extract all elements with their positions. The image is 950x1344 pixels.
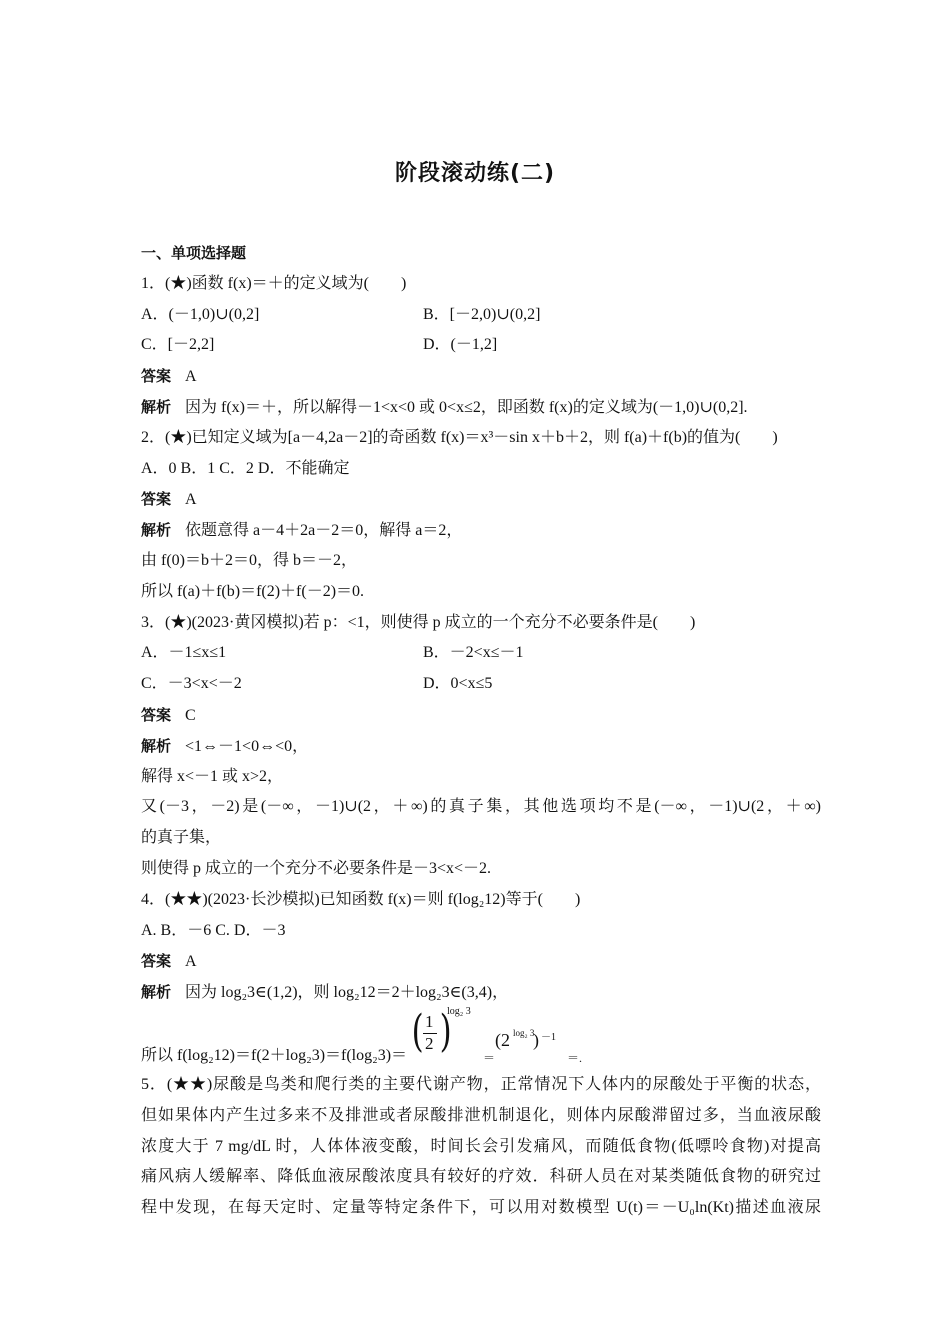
question-3-stem: 3．(★)(2023·黄冈模拟)若 p：<1，则使得 p 成立的一个充分不必要条件是( )	[141, 613, 696, 631]
option-d: D．0<x≤5	[423, 675, 493, 693]
analysis-label: 解析	[141, 521, 172, 540]
power-exponent: log₂ 3	[513, 1027, 535, 1038]
question-1-stem: 1．(★)函数 f(x)＝＋的定义域为( )	[141, 274, 407, 292]
exponent: log₂ 3	[447, 1005, 471, 1017]
formula-line	[141, 1005, 821, 1070]
question-3-analysis	[141, 731, 821, 762]
question-5-line: 浓度大于 7 mg/dL 时，人体体液变酸，时间长会引发痛风，而随低食物(低嘌呤食物)对提高	[141, 1137, 821, 1155]
question-4-stem: 4．(★★)(2023·长沙模拟)已知函数 f(x)＝则 f(log₂12)等于( )	[141, 890, 581, 908]
question-2-options: A．0 B．1 C．2 D．不能确定	[141, 459, 350, 477]
power-close: )	[533, 1029, 539, 1050]
power-base: (2	[495, 1029, 510, 1050]
question-3-answer	[141, 700, 821, 731]
question-4-answer	[141, 946, 821, 977]
analysis-label: 解析	[141, 736, 172, 755]
equals-sign: ＝	[483, 1050, 496, 1065]
answer-label: 答案	[141, 367, 172, 386]
question-5-line: 但如果体内产生过多来不及排泄或者尿酸排泄机制退化，则体内尿酸滞留过多，当血液尿酸	[141, 1106, 821, 1124]
analysis-text: 因为 f(x)＝＋，所以解得－1<x<0 或 0<x≤2，即函数 f(x)的定义域为(－1,0)∪(0,2].	[185, 398, 748, 416]
option-b: B．－2<x≤－1	[423, 644, 524, 662]
analysis-line: 解得 x<－1 或 x>2，	[141, 767, 284, 785]
section-heading: 一、单项选择题	[141, 244, 247, 262]
left-paren: (	[411, 1005, 424, 1057]
analysis-text: <1⇔－1<0⇔<0，	[185, 737, 309, 755]
answer-value: C	[185, 706, 196, 724]
question-5-line: 程中发现，在每天定时、定量等特定条件下，可以用对数模型 U(t)＝－U₀ln(Kt)描述血液尿	[141, 1199, 821, 1217]
question-4-analysis	[141, 977, 821, 1008]
question-2-analysis	[141, 515, 821, 546]
question-1-options-row1	[141, 300, 821, 331]
question-1-options-row2	[141, 330, 821, 361]
analysis-label: 解析	[141, 397, 172, 416]
option-c: C．[－2,2]	[141, 336, 215, 354]
answer-label: 答案	[141, 952, 172, 971]
option-b: B．[－2,0)∪(0,2]	[423, 305, 541, 323]
question-1-answer	[141, 361, 821, 392]
content	[141, 238, 821, 1224]
question-1-analysis	[141, 392, 821, 423]
answer-label: 答案	[141, 490, 172, 509]
option-c: C．－3<x<－2	[141, 675, 242, 693]
formula-prefix: 所以 f(log₂12)＝f(2＋log₂3)＝f(log₂3)＝	[141, 1046, 408, 1064]
answer-value: A	[185, 491, 197, 509]
formula-tail: ＝.	[567, 1050, 583, 1065]
analysis-line: 由 f(0)＝b＋2＝0，得 b＝－2，	[141, 551, 357, 569]
question-2-answer	[141, 484, 821, 515]
answer-label: 答案	[141, 705, 172, 724]
outer-exponent: －1	[541, 1031, 556, 1043]
answer-value: A	[185, 368, 197, 386]
analysis-text: 依题意得 a－4＋2a－2＝0，解得 a＝2，	[185, 522, 463, 540]
option-a: A．－1≤x≤1	[141, 644, 227, 662]
fraction	[411, 1005, 452, 1057]
analysis-line: 又(－3，－2)是(－∞，－1)∪(2，＋∞)的真子集，其他选项均不是(－∞，－1)∪(2，＋∞)	[141, 798, 821, 816]
right-paren: )	[439, 1005, 452, 1057]
question-5-line: 5．(★★)尿酸是鸟类和爬行类的主要代谢产物，正常情况下人体内的尿酸处于平衡的状态，	[141, 1075, 821, 1093]
question-5-line: 痛风病人缓解率、降低血液尿酸浓度具有较好的疗效．科研人员在对某类随低食物的研究过	[141, 1168, 821, 1186]
analysis-line: 的真子集，	[141, 829, 222, 847]
question-3-options-row1	[141, 638, 821, 669]
analysis-line: 所以 f(a)＋f(b)＝f(2)＋f(－2)＝0.	[141, 582, 365, 600]
fraction-numerator: 1	[425, 1011, 434, 1031]
option-a: A．(－1,0)∪(0,2]	[141, 305, 260, 323]
fraction-denominator: 2	[425, 1033, 434, 1053]
option-d: D．(－1,2]	[423, 336, 498, 354]
question-3-options-row2	[141, 669, 821, 700]
analysis-label: 解析	[141, 983, 172, 1002]
analysis-line: 则使得 p 成立的一个充分不必要条件是－3<x<－2.	[141, 859, 492, 877]
question-2-stem: 2．(★)已知定义域为[a－4,2a－2]的奇函数 f(x)＝x³－sin x＋b＋2，则 f(a)＋f(b)的值为( )	[141, 428, 778, 446]
answer-value: A	[185, 953, 197, 971]
question-4-options: A. B．－6 C. D．－3	[141, 921, 286, 939]
analysis-text: 因为 log₂3∈(1,2)，则 log₂12＝2＋log₂3∈(3,4)，	[185, 984, 509, 1002]
page-title: 阶段滚动练(二)	[394, 161, 556, 186]
